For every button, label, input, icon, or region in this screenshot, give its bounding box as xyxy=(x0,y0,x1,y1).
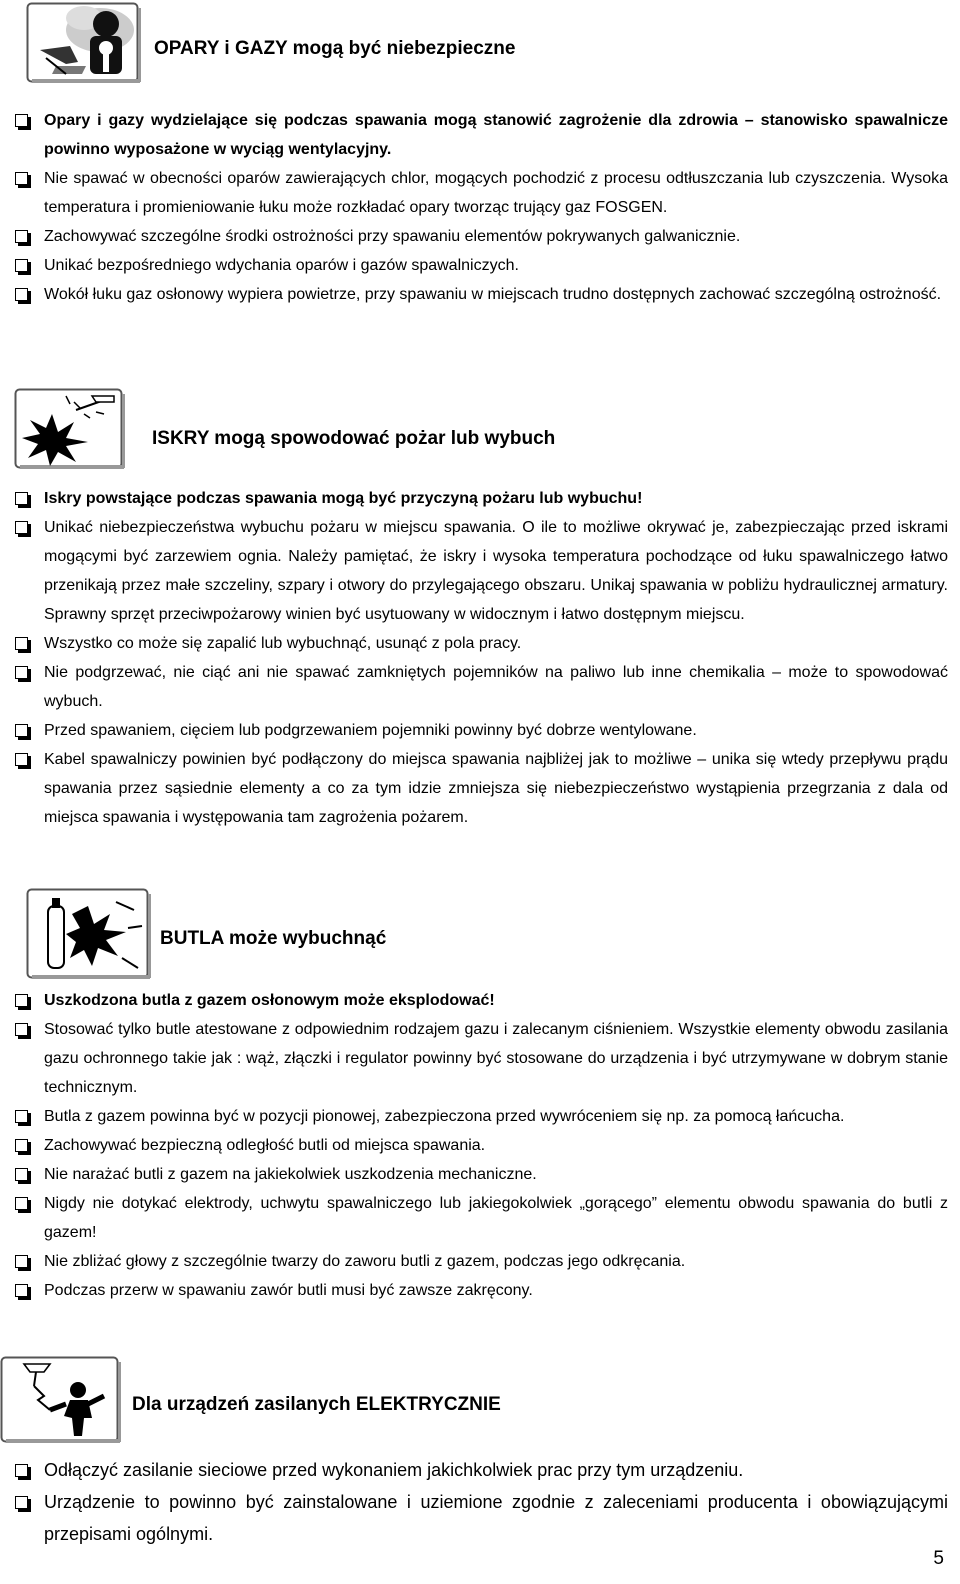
list-item: Wszystko co może się zapalić lub wybuchnąć, usunąć z pola pracy. xyxy=(14,629,948,658)
list-item: Opary i gazy wydzielające się podczas spawania mogą stanowić zagrożenie dla zdrowia – stanowisko spawalnicze powinno wyposażone w wyciąg wentylacyjny. xyxy=(14,106,948,164)
list-item: Zachowywać szczególne środki ostrożności przy spawaniu elementów pokrywanych galwanicznie. xyxy=(14,222,948,251)
list-item: Uszkodzona butla z gazem osłonowym może eksplodować! xyxy=(14,986,948,1015)
list-item: Podczas przerw w spawaniu zawór butli musi być zawsze zakręcony. xyxy=(14,1276,948,1305)
checkbox-bullet-icon xyxy=(15,230,28,243)
list-item: Nigdy nie dotykać elektrody, uchwytu spawalniczego lub jakiegokolwiek „gorącego” elementu obwodu spawania do butli z gazem! xyxy=(14,1189,948,1247)
list-item: Wokół łuku gaz osłonowy wypiera powietrze, przy spawaniu w miejscach trudno dostępnych zachować szczególną ostrożność. xyxy=(14,280,948,309)
checkbox-bullet-icon xyxy=(15,259,28,272)
list-item: Kabel spawalniczy powinien być podłączony do miejsca spawania najbliżej jak to możliwe – unika się wtedy przepływu prądu spawania przez sąsiednie elementy a co za tym idzie zmniejsza się niebezpieczeństwo wystąpienia przegrzania z dala od miejsca spawania i występowania tam zagrożenia pożarem. xyxy=(14,745,948,832)
list-item: Zachowywać bezpieczną odległość butli od miejsca spawania. xyxy=(14,1131,948,1160)
list-item: Urządzenie to powinno być zainstalowane i uziemione zgodnie z zaleceniami producenta i obowiązującymi przepisami ogólnymi. xyxy=(14,1486,948,1550)
list-item: Nie podgrzewać, nie ciąć ani nie spawać zamkniętych pojemników na paliwo lub inne chemikalia – może to spowodować wybuch. xyxy=(14,658,948,716)
list-item: Iskry powstające podczas spawania mogą być przyczyną pożaru lub wybuchu! xyxy=(14,484,948,513)
list-item: Unikać bezpośredniego wdychania oparów i gazów spawalniczych. xyxy=(14,251,948,280)
fumes-warning-icon xyxy=(26,2,142,84)
list-item: Nie spawać w obecności oparów zawierających chlor, mogących pochodzić z procesu odtłuszczania lub czyszczenia. Wysoka temperatura i promieniowanie łuku może rozkładać opary tworząc trujący gaz FOSGEN. xyxy=(14,164,948,222)
checkbox-bullet-icon xyxy=(15,724,28,737)
page-number: 5 xyxy=(933,1548,944,1569)
checkbox-bullet-icon xyxy=(15,1284,28,1297)
checkbox-bullet-icon xyxy=(15,994,28,1007)
list-item: Odłączyć zasilanie sieciowe przed wykonaniem jakichkolwiek prac przy tym urządzeniu. xyxy=(14,1454,948,1486)
electric-shock-icon xyxy=(0,1356,122,1444)
checkbox-bullet-icon xyxy=(15,1110,28,1123)
section-heading-fumes: OPARY i GAZY mogą być niebezpieczne xyxy=(154,38,516,59)
sparks-explosion-icon xyxy=(14,388,126,470)
checkbox-bullet-icon xyxy=(15,172,28,185)
section-heading-electric: Dla urządzeń zasilanych ELEKTRYCZNIE xyxy=(132,1394,501,1415)
list-item: Stosować tylko butle atestowane z odpowiednim rodzajem gazu i zalecanym ciśnieniem. Wszystkie elementy obwodu zasilania gazu ochronnego takie jak : wąż, złączki i regulator powinny być stosowane do urządzenia i być utrzymywane w dobrym stanie technicznym. xyxy=(14,1015,948,1102)
sparks-list xyxy=(14,484,948,832)
checkbox-bullet-icon xyxy=(15,1139,28,1152)
checkbox-bullet-icon xyxy=(15,492,28,505)
list-item: Przed spawaniem, cięciem lub podgrzewaniem pojemniki powinny być dobrze wentylowane. xyxy=(14,716,948,745)
checkbox-bullet-icon xyxy=(15,1255,28,1268)
checkbox-bullet-icon xyxy=(15,1168,28,1181)
checkbox-bullet-icon xyxy=(15,1197,28,1210)
checkbox-bullet-icon xyxy=(15,1496,28,1509)
checkbox-bullet-icon xyxy=(15,1464,28,1477)
checkbox-bullet-icon xyxy=(15,288,28,301)
list-item: Unikać niebezpieczeństwa wybuchu pożaru w miejscu spawania. O ile to możliwe okrywać je, zabezpieczając przed iskrami mogącymi być zarzewiem ognia. Należy pamiętać, że iskry i wysoka temperatura pochodzące od łuku spawalniczego łatwo przenikają przez małe szczeliny, szpary i otwory do przylegającego obszaru. Unikaj spawania w pobliżu hydraulicznej armatury. Sprawny sprzęt przeciwpożarowy winien być usytuowany w widocznym i łatwo dostępnym miejscu. xyxy=(14,513,948,629)
checkbox-bullet-icon xyxy=(15,521,28,534)
list-item: Nie zbliżać głowy z szczególnie twarzy do zaworu butli z gazem, podczas jego odkręcania. xyxy=(14,1247,948,1276)
checkbox-bullet-icon xyxy=(15,753,28,766)
section-heading-cylinder: BUTLA może wybuchnąć xyxy=(160,928,387,949)
fumes-list xyxy=(14,106,948,309)
list-item: Butla z gazem powinna być w pozycji pionowej, zabezpieczona przed wywróceniem się np. za pomocą łańcucha. xyxy=(14,1102,948,1131)
checkbox-bullet-icon xyxy=(15,666,28,679)
gas-cylinder-explosion-icon xyxy=(26,888,152,980)
cylinder-list xyxy=(14,986,948,1305)
checkbox-bullet-icon xyxy=(15,637,28,650)
list-item: Nie narażać butli z gazem na jakiekolwiek uszkodzenia mechaniczne. xyxy=(14,1160,948,1189)
section-heading-sparks: ISKRY mogą spowodować pożar lub wybuch xyxy=(152,428,556,449)
electric-list xyxy=(14,1454,948,1550)
checkbox-bullet-icon xyxy=(15,114,28,127)
checkbox-bullet-icon xyxy=(15,1023,28,1036)
